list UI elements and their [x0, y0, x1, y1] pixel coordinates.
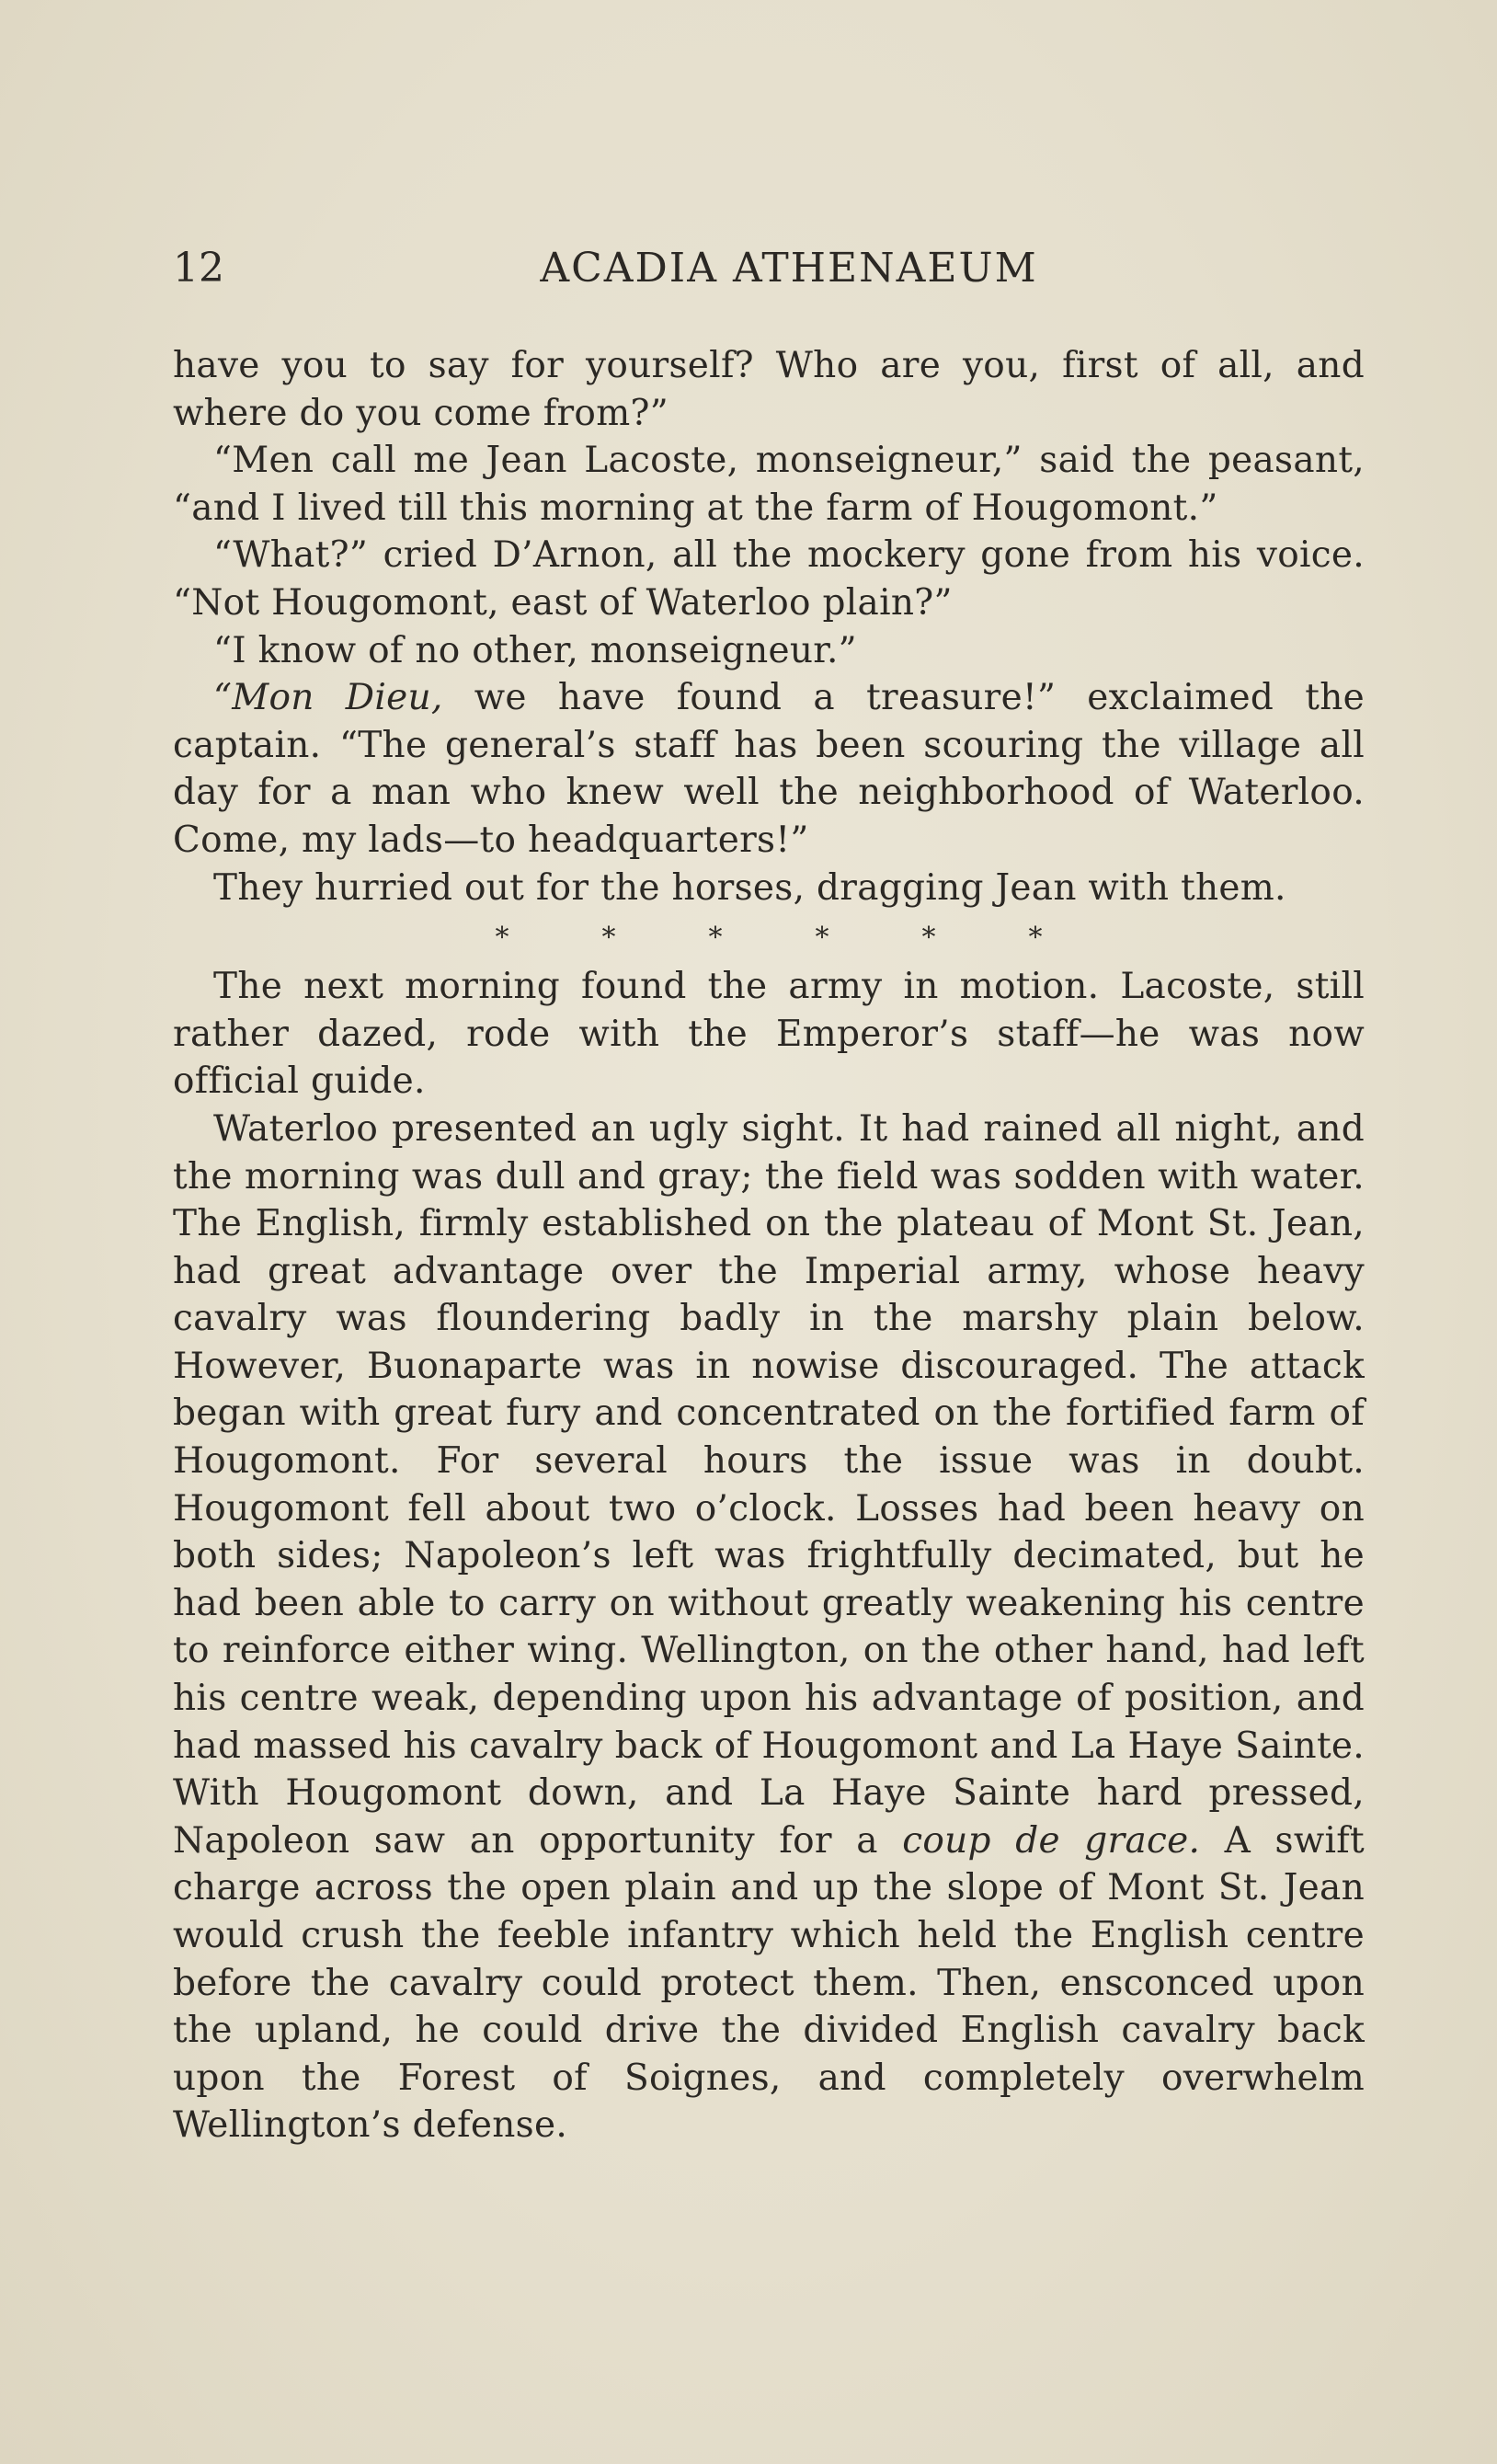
paragraph-darnon: “What?” cried D’Arnon, all the mockery gone from his voice. “Not Hougomont, east of Waterloo plain?”: [173, 534, 1365, 624]
asterisk: *: [708, 922, 723, 955]
paragraph-waterloo-end: A swift charge across the open plain and up the slope of Mont St. Jean would crush the feeble infantry which held the English centre before the cavalry could protect them. Then, ensconced upon the upland, he could drive the divided English cavalry back upon the Forest of Soignes, and completely overwhelm Wellington’s defense.: [173, 1819, 1365, 2147]
paragraph-no-other: “I know of no other, monseigneur.”: [213, 629, 857, 671]
section-break: [173, 913, 1365, 963]
running-title: ACADIA ATHENAEUM: [540, 245, 1038, 292]
paragraph-jean-lacoste: “Men call me Jean Lacoste, monseigneur,” said the peasant, “and I lived till this morning at the farm of Hougomont.”: [173, 440, 1365, 529]
running-header: [173, 241, 1377, 296]
body-text: [173, 342, 1365, 2149]
asterisk: *: [815, 922, 829, 955]
italic-mon-dieu: “Mon Dieu,: [213, 677, 443, 719]
page-number: 12: [173, 245, 224, 292]
asterisk: *: [921, 922, 936, 955]
italic-coup-de-grace: coup de grace.: [902, 1819, 1201, 1862]
paragraph-waterloo-start: Waterloo presented an ugly sight. It had rained all night, and the morning was dull and gray; the field was sodden with water. The English, firmly established on the plateau of Mont St. Jean, had great advantage over the Imperial army, whose heavy cavalry was floundering badly in the marshy plain below. However, Buonaparte was in nowise discouraged. The attack began with great fury and concentrated on the fortified farm of Hougomont. For several hours the issue was in doubt. Hougomont fell about two o’clock. Losses had been heavy on both sides; Napoleon’s left was frightfully decimated, but he had been able to carry on without greatly weakening his centre to reinforce either wing. Wellington, on the other hand, had left his centre weak, depending upon his advantage of position, and had massed his cavalry back of Hougomont and La Haye Sainte. With Hougomont down, and La Haye Sainte hard pressed, Napoleon saw an opportunity for a: [173, 1107, 1365, 1862]
paragraph-continuation: have you to say for yourself? Who are you, first of all, and where do you come from?”: [173, 345, 1365, 434]
paragraph-next-morning: The next morning found the army in motion. Lacoste, still rather dazed, rode with the Emperor’s staff—he was now official guide.: [173, 966, 1365, 1103]
paragraph-mon-dieu-rest: we have found a treasure!” exclaimed the captain. “The general’s staff has been scouring the village all day for a man who knew well the neighborhood of Waterloo. Come, my lads—to headquarters!”: [173, 677, 1366, 861]
paragraph-mon-dieu: [173, 674, 1365, 864]
asterisk: *: [495, 922, 509, 955]
asterisk: *: [601, 922, 616, 955]
asterisk: *: [1028, 922, 1043, 955]
paragraph-hurried-out: They hurried out for the horses, dragging Jean with them.: [213, 866, 1286, 909]
paragraph-waterloo: [173, 1106, 1365, 2149]
